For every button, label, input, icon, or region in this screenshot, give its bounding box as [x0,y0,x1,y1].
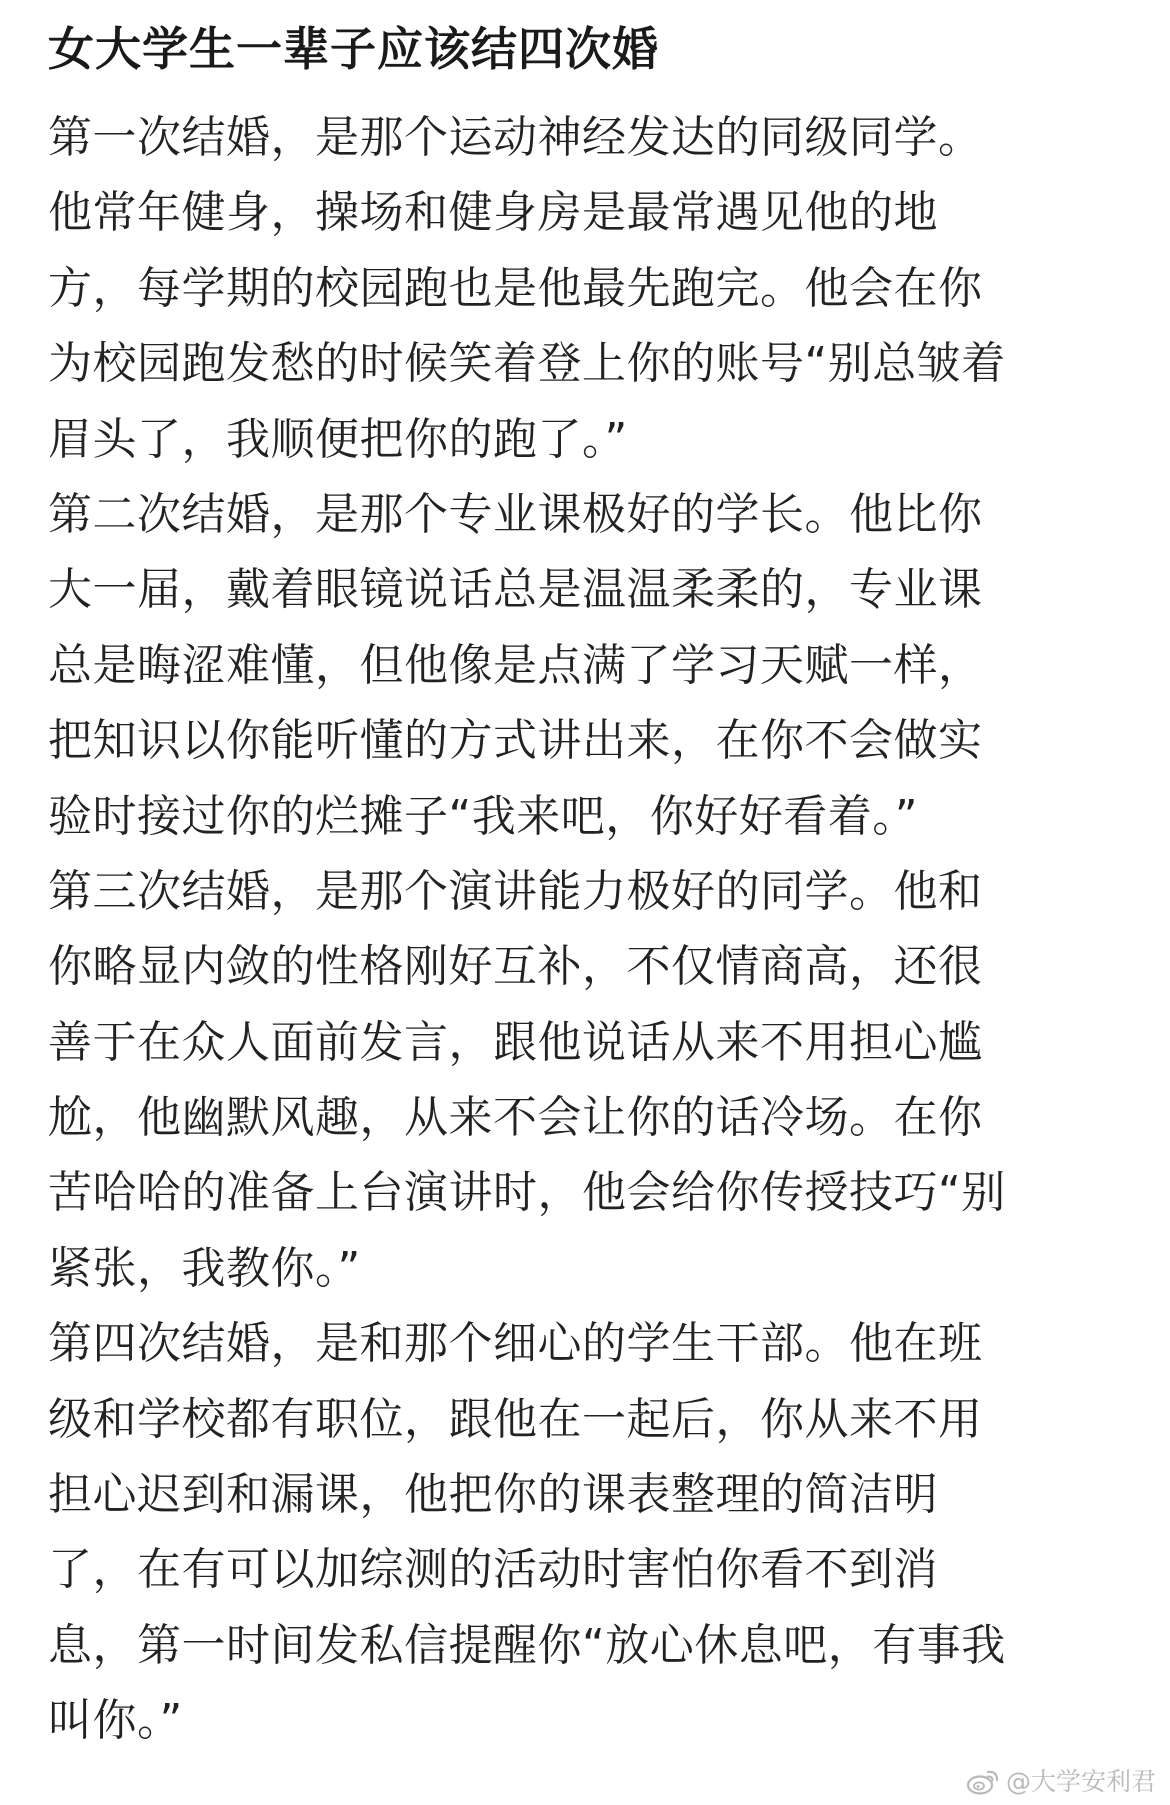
body-line: 第一次结婚，是那个运动神经发达的同级同学。 [48,112,983,163]
body-line: 总是晦涩难懂，但他像是点满了学习天赋一样， [48,639,983,691]
body-line: 了，在有可以加综测的活动时害怕你看不到消 [48,1544,938,1596]
watermark [966,1765,1156,1799]
watermark-text: @大学安利君 [1005,1767,1156,1796]
body-line: 为校园跑发愁的时候笑着登上你的账号“别总皱着 [48,338,1006,390]
body-line: 善于在众人面前发言，跟他说话从来不用担心尴 [48,1016,983,1068]
body-line: 第三次结婚，是那个演讲能力极好的同学。他和 [48,865,983,917]
body-line: 把知识以你能听懂的方式讲出来，在你不会做实 [48,715,983,767]
body-line: 叫你。” [48,1695,183,1747]
body-line: 息，第一时间发私信提醒你“放心休息吧，有事我 [48,1619,1006,1671]
body-line: 第四次结婚，是和那个细心的学生干部。他在班 [48,1318,983,1370]
body-line: 第二次结婚，是那个专业课极好的学长。他比你 [48,488,983,540]
body-line: 你略显内敛的性格刚好互补，不仅情商高，还很 [48,941,983,993]
weibo-icon [966,1768,1000,1796]
post-body [48,100,1108,1759]
body-line: 方，每学期的校园跑也是他最先跑完。他会在你 [48,262,983,314]
body-line: 担心迟到和漏课，他把你的课表整理的简洁明 [48,1469,938,1521]
body-line: 紧张，我教你。” [48,1242,361,1294]
body-line: 苦哈哈的准备上台演讲时，他会给你传授技巧“别 [48,1167,1006,1219]
post-title: 女大学生一辈子应该结四次婚 [48,22,659,76]
body-line: 他常年健身，操场和健身房是最常遇见他的地 [48,187,938,239]
body-line: 大一届，戴着眼镜说话总是温温柔柔的，专业课 [48,564,983,616]
body-line: 眉头了，我顺便把你的跑了。” [48,413,628,465]
body-line: 级和学校都有职位，跟他在一起后，你从来不用 [48,1393,983,1445]
body-line: 尬，他幽默风趣，从来不会让你的话冷场。在你 [48,1092,983,1144]
body-line: 验时接过你的烂摊子“我来吧，你好好看着。” [48,790,919,842]
